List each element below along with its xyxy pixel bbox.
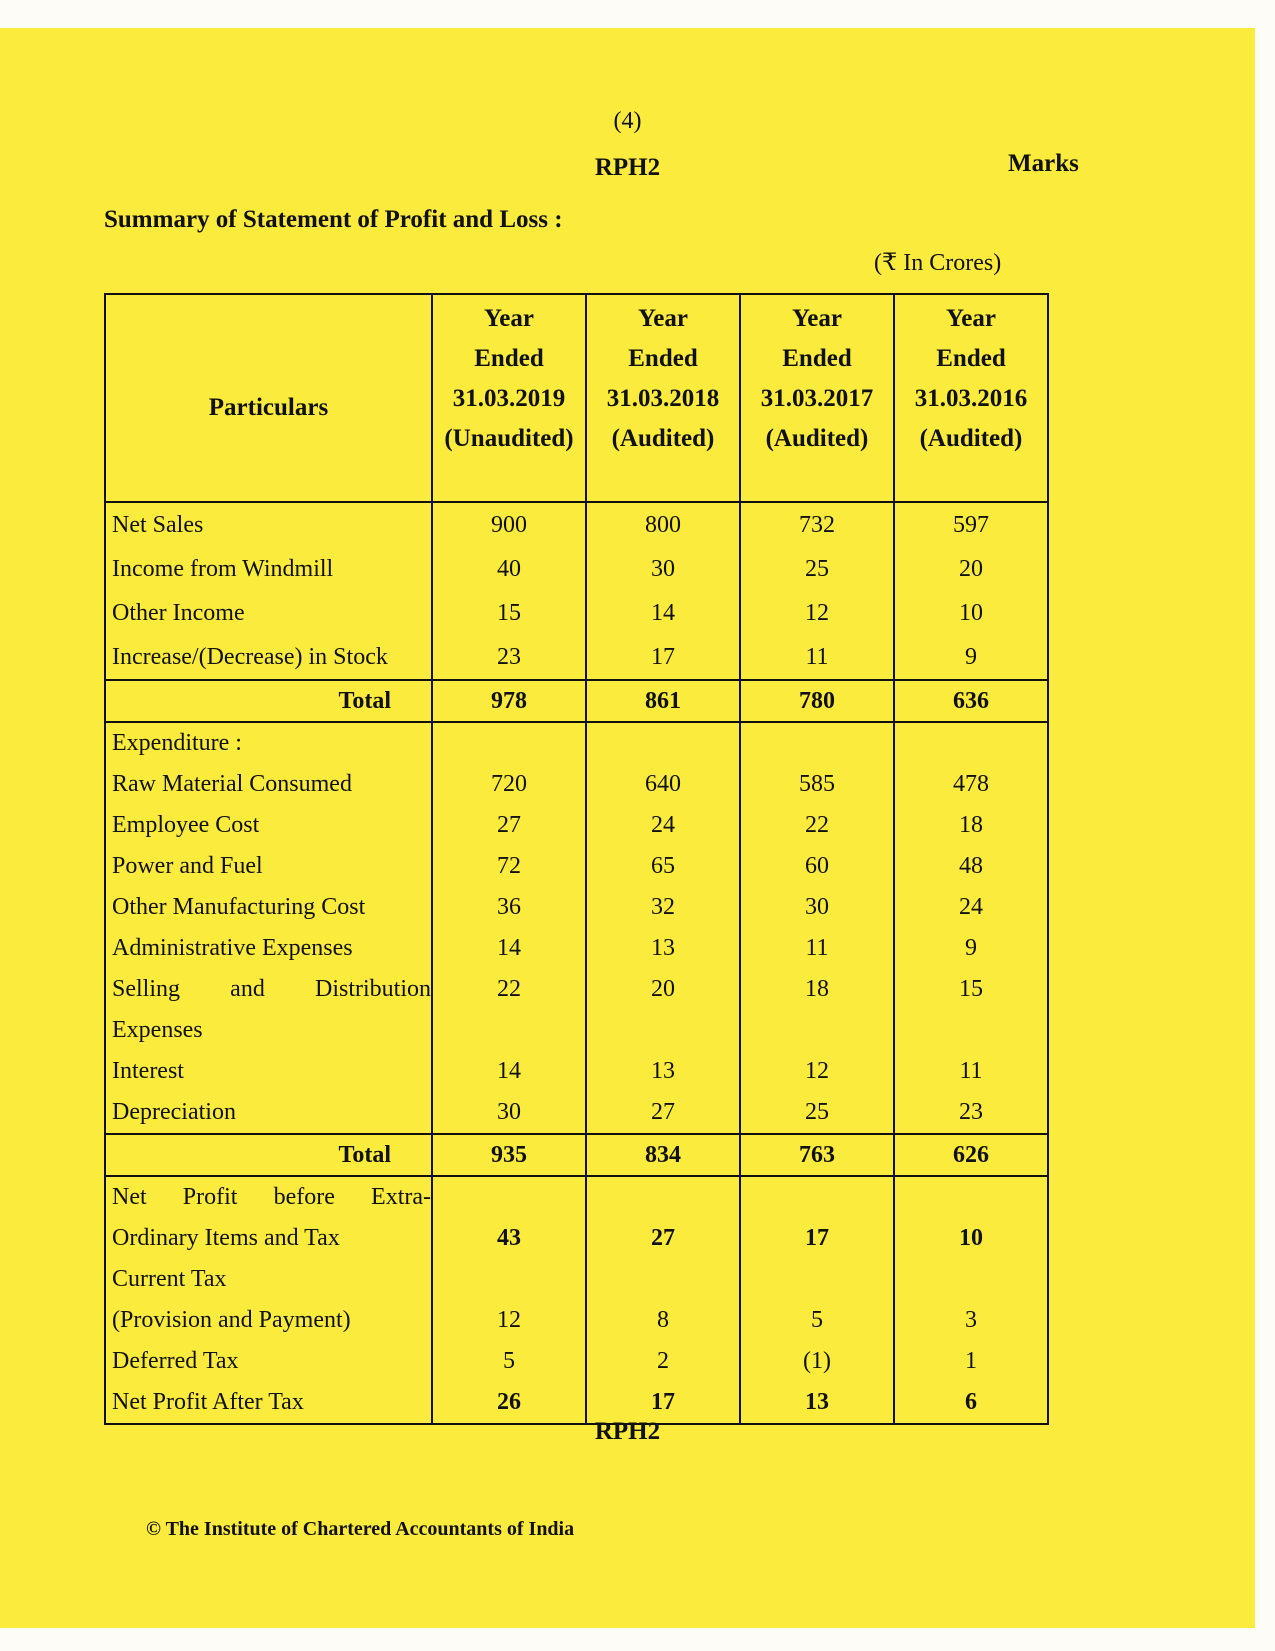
audit-status: (Audited) (919, 425, 1023, 452)
row-label: Employee Cost (112, 812, 260, 838)
year-date: 31.03.2019 (452, 385, 566, 412)
cell-value: 20 (959, 556, 983, 582)
cell-value: 18 (959, 812, 983, 838)
paper-code: RPH2 (594, 154, 661, 181)
row-label: Net Profit After Tax (112, 1389, 304, 1415)
cell-value: 5 (503, 1348, 515, 1374)
cell-value: 22 (805, 812, 829, 838)
cell-value: 17 (651, 1389, 675, 1415)
cell-value: 30 (497, 1099, 521, 1125)
cell-value: 2 (657, 1348, 669, 1374)
profit-block (105, 1176, 1048, 1424)
cell-value: 25 (805, 556, 829, 582)
income-values-2017 (740, 502, 894, 680)
particulars-header: Particulars (105, 294, 432, 502)
cell-value: 24 (651, 812, 675, 838)
cell-value: 72 (497, 853, 521, 879)
profit-values-2019 (432, 1176, 586, 1424)
paper-code-footer: RPH2 (594, 1418, 661, 1445)
total-value: 834 (586, 1134, 740, 1176)
year-date: 31.03.2017 (760, 385, 874, 412)
income-values-2016 (894, 502, 1048, 680)
cell-value: 43 (497, 1225, 521, 1251)
expenditure-values-2019 (432, 722, 586, 1134)
cell-value: 22 (497, 976, 521, 1002)
row-label-cont: Expenses (112, 1017, 203, 1043)
cell-value: 900 (491, 512, 527, 538)
income-total-row (105, 680, 1048, 722)
year-label: Year (638, 305, 688, 332)
cell-value: 13 (651, 1058, 675, 1084)
cell-value: 11 (959, 1058, 983, 1084)
year-date: 31.03.2018 (606, 385, 720, 412)
expenditure-total-row (105, 1134, 1048, 1176)
cell-value: 12 (497, 1307, 521, 1333)
cell-value: 720 (491, 771, 527, 797)
expenditure-block (105, 722, 1048, 1134)
year-date: 31.03.2016 (914, 385, 1028, 412)
expenditure-values-2018 (586, 722, 740, 1134)
audit-status: (Audited) (611, 425, 715, 452)
total-value: 978 (432, 680, 586, 722)
cell-value: 36 (497, 894, 521, 920)
unit-note: (₹ In Crores) (874, 250, 1002, 276)
cell-value: (1) (803, 1348, 831, 1374)
cell-value: 15 (497, 600, 521, 626)
cell-value: 8 (657, 1307, 669, 1333)
cell-value: 23 (497, 644, 521, 670)
ended-label: Ended (782, 345, 852, 372)
year-label: Year (792, 305, 842, 332)
cell-value: 5 (811, 1307, 823, 1333)
cell-value: 732 (799, 512, 835, 538)
audit-status: (Audited) (765, 425, 869, 452)
cell-value: 20 (651, 976, 675, 1002)
cell-value: 23 (959, 1099, 983, 1125)
row-label-cont: Ordinary Items and Tax (112, 1225, 340, 1251)
marks-label: Marks (1008, 150, 1079, 177)
row-label: Increase/(Decrease) in Stock (112, 644, 388, 670)
ended-label: Ended (628, 345, 698, 372)
total-value: 626 (894, 1134, 1048, 1176)
profit-values-2017 (740, 1176, 894, 1424)
document-page (0, 28, 1255, 1628)
cell-value: 40 (497, 556, 521, 582)
cell-value: 27 (651, 1099, 675, 1125)
expenditure-labels (105, 722, 432, 1134)
cell-value: 12 (805, 600, 829, 626)
ended-label: Ended (474, 345, 544, 372)
cell-value: 800 (645, 512, 681, 538)
page-number: (4) (613, 108, 642, 134)
total-value: 861 (586, 680, 740, 722)
cell-value: 18 (805, 976, 829, 1002)
profit-loss-table (104, 293, 1049, 1425)
row-label: Other Manufacturing Cost (112, 894, 366, 920)
cell-value: 14 (651, 600, 675, 626)
total-value: 780 (740, 680, 894, 722)
row-label: Current Tax (112, 1266, 227, 1292)
profit-labels (105, 1176, 432, 1424)
total-value: 763 (740, 1134, 894, 1176)
cell-value: 9 (965, 644, 977, 670)
income-block (105, 502, 1048, 680)
cell-value: 597 (953, 512, 989, 538)
income-labels (105, 502, 432, 680)
cell-value: 13 (651, 935, 675, 961)
cell-value: 585 (799, 771, 835, 797)
row-label: Depreciation (112, 1099, 236, 1125)
cell-value: 15 (959, 976, 983, 1002)
cell-value: 1 (965, 1348, 977, 1374)
cell-value: 26 (497, 1389, 521, 1415)
profit-values-2018 (586, 1176, 740, 1424)
cell-value: 478 (953, 771, 989, 797)
year-header (432, 294, 586, 502)
cell-value: 32 (651, 894, 675, 920)
cell-value: 17 (805, 1225, 829, 1251)
cell-value: 14 (497, 1058, 521, 1084)
row-label: Administrative Expenses (112, 935, 353, 961)
row-label: Interest (112, 1058, 184, 1084)
income-values-2018 (586, 502, 740, 680)
cell-value: 65 (651, 853, 675, 879)
cell-value: 10 (959, 1225, 983, 1251)
cell-value: 25 (805, 1099, 829, 1125)
total-label: Total (105, 1134, 432, 1176)
year-label: Year (484, 305, 534, 332)
cell-value: 14 (497, 935, 521, 961)
row-label: Net Sales (112, 512, 204, 538)
cell-value: 48 (959, 853, 983, 879)
year-header (740, 294, 894, 502)
row-label: Raw Material Consumed (112, 771, 352, 797)
cell-value: 11 (805, 644, 829, 670)
cell-value: 9 (965, 935, 977, 961)
copyright-notice: © The Institute of Chartered Accountants of India (146, 1518, 575, 1540)
cell-value: 17 (651, 644, 675, 670)
cell-value: 60 (805, 853, 829, 879)
section-title: Summary of Statement of Profit and Loss : (104, 206, 563, 233)
row-label: Income from Windmill (112, 556, 334, 582)
row-label: Other Income (112, 600, 245, 626)
audit-status: (Unaudited) (444, 425, 574, 452)
cell-value: 27 (497, 812, 521, 838)
cell-value: 24 (959, 894, 983, 920)
ended-label: Ended (936, 345, 1006, 372)
cell-value: 12 (805, 1058, 829, 1084)
year-header (586, 294, 740, 502)
total-value: 636 (894, 680, 1048, 722)
cell-value: 11 (805, 935, 829, 961)
cell-value: 3 (965, 1307, 977, 1333)
profit-values-2016 (894, 1176, 1048, 1424)
expenditure-values-2016 (894, 722, 1048, 1134)
cell-value: 6 (965, 1389, 977, 1415)
cell-value: 10 (959, 600, 983, 626)
income-values-2019 (432, 502, 586, 680)
row-label: Power and Fuel (112, 853, 263, 879)
cell-value: 30 (805, 894, 829, 920)
cell-value: 13 (805, 1389, 829, 1415)
expenditure-heading: Expenditure : (112, 730, 242, 756)
cell-value: 27 (651, 1225, 675, 1251)
total-value: 935 (432, 1134, 586, 1176)
table-header-row (105, 294, 1048, 502)
cell-value: 640 (645, 771, 681, 797)
year-label: Year (946, 305, 996, 332)
row-label: Selling and Distribution (112, 976, 431, 1002)
row-label-cont: (Provision and Payment) (112, 1307, 351, 1333)
row-label: Net Profit before Extra- (112, 1184, 431, 1210)
total-label: Total (105, 680, 432, 722)
row-label: Deferred Tax (112, 1348, 239, 1374)
year-header (894, 294, 1048, 502)
cell-value: 30 (651, 556, 675, 582)
expenditure-values-2017 (740, 722, 894, 1134)
